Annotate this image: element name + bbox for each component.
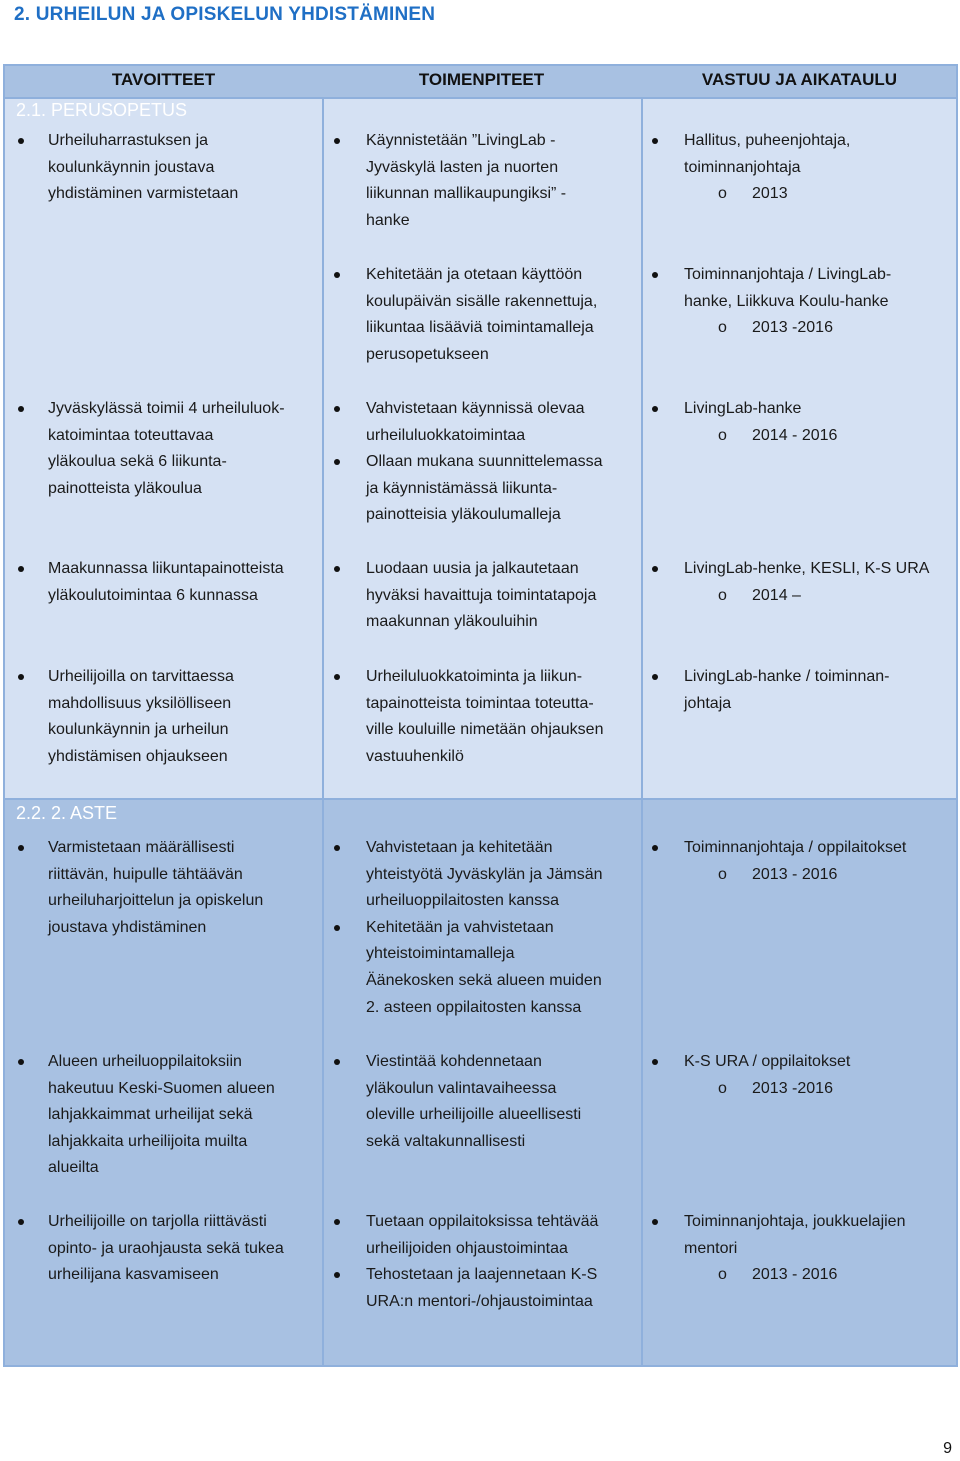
responsibility-text [684, 1209, 905, 1262]
goal-text-line: Maakunnassa liikuntapainotteista [48, 560, 284, 577]
goal-text-line: Urheilijoilla on tarvittaessa [48, 668, 234, 685]
action-text-line: Tuetaan oppilaitoksissa tehtävää [366, 1213, 599, 1230]
action-text-line: tapainotteista toimintaa toteutta- [366, 694, 594, 712]
bullet-icon [334, 406, 340, 412]
action-text-line: Tehostetaan ja laajennetaan K-S [366, 1266, 598, 1284]
responsibility-text-line: johtaja [684, 694, 732, 712]
goal-text-line: alueilta [48, 1159, 99, 1177]
bullet-icon [334, 845, 340, 851]
responsibility-text-line: hanke, Liikkuva Koulu-hanke [684, 292, 889, 310]
bullet-icon [334, 925, 340, 931]
bullet-icon [652, 272, 658, 278]
responsibility-text [684, 396, 801, 423]
action-text-line: Jyväskylä lasten ja nuorten [366, 158, 559, 176]
page-number: 9 [943, 1440, 952, 1457]
action-text-line: oleville urheilijoille alueellisesti [366, 1106, 582, 1124]
goal-text-line: joustava yhdistäminen [48, 918, 207, 936]
bullet-icon [652, 845, 658, 851]
schedule-text: 2014 - 2016 [752, 426, 838, 444]
action-text-line: Äänekosken sekä alueen muiden [366, 971, 602, 989]
action-text-line: sekä valtakunnallisesti [366, 1132, 526, 1150]
section-title: 2.2. 2. ASTE [16, 803, 118, 823]
goal-text [48, 664, 234, 770]
goal-text [48, 396, 285, 502]
bullet-icon [18, 1219, 24, 1225]
action-text-line: perusopetukseen [366, 345, 489, 363]
action-text-line: Urheiluluokkatoiminta ja liikun- [366, 668, 583, 685]
bullet-icon [334, 138, 340, 144]
goal-text-line: mahdollisuus yksilölliseen [48, 694, 232, 712]
goal-text-line: yhdistämisen ohjaukseen [48, 747, 228, 765]
responsibility-text [684, 835, 906, 862]
bullet-icon [652, 674, 658, 680]
sub-bullet-icon: o [718, 319, 727, 337]
action-text [366, 664, 603, 770]
schedule-text: 2013 - 2016 [752, 865, 838, 883]
table-header [5, 66, 956, 99]
action-text-line: hanke [366, 211, 410, 229]
goal-text-line: Urheilijoille on tarjolla riittävästi [48, 1213, 267, 1230]
goal-text-line: opinto- ja uraohjausta sekä tukea [48, 1239, 284, 1257]
header-actions: TOIMENPITEET [418, 70, 545, 89]
bullet-icon [18, 566, 24, 572]
schedule-text: 2014 – [752, 586, 801, 604]
bullet-icon [652, 406, 658, 412]
action-text-line: 2. asteen oppilaitosten kanssa [366, 998, 582, 1016]
sub-bullet-icon: o [718, 586, 727, 604]
goal-text-line: hakeutuu Keski-Suomen alueen [48, 1079, 275, 1097]
responsibility-text-line: LivingLab-hanke / toiminnan- [684, 668, 890, 685]
action-text-line: Vahvistetaan ja kehitetään [366, 839, 553, 856]
bullet-icon [334, 272, 340, 278]
goal-text-line: yläkoulutoimintaa 6 kunnassa [48, 586, 258, 604]
sub-bullet-icon: o [718, 865, 727, 883]
responsibility-text [684, 1049, 850, 1076]
responsibility-text-line: LivingLab-hanke [684, 400, 802, 417]
responsibility-text [684, 128, 850, 181]
sub-bullet-icon: o [718, 1266, 727, 1284]
action-text-line: Kehitetään ja vahvistetaan [366, 918, 554, 936]
goal-text-line: koulunkäynnin ja urheilun [48, 721, 229, 739]
action-text-line: liikuntaa lisääviä toimintamalleja [366, 319, 594, 337]
action-text [366, 128, 566, 234]
responsibility-text-line: Toiminnanjohtaja, joukkuelajien [684, 1213, 906, 1230]
action-text-line: Luodaan uusia ja jalkautetaan [366, 560, 579, 577]
responsibility-text-line: K-S URA / oppilaitokset [684, 1053, 851, 1070]
bullet-icon [652, 138, 658, 144]
bullet-icon [334, 1059, 340, 1065]
action-text [366, 449, 603, 529]
sub-bullet-icon: o [718, 1079, 727, 1097]
action-text-line: koulupäivän sisälle rakennettuja, [366, 292, 598, 310]
bullet-icon [334, 566, 340, 572]
responsibility-text-line: toiminnanjohtaja [684, 158, 801, 176]
bullet-icon [18, 138, 24, 144]
goal-text-line: lahjakkaimmat urheilijat sekä [48, 1106, 253, 1124]
sub-bullet-icon: o [718, 185, 727, 203]
action-text [366, 396, 585, 449]
action-text-line: painotteisia yläkoulumalleja [366, 506, 561, 524]
bullet-icon [18, 406, 24, 412]
sub-bullet-icon: o [718, 426, 727, 444]
goal-text-line: urheilijana kasvamiseen [48, 1266, 219, 1284]
action-text-line: urheiluoppilaitosten kanssa [366, 892, 560, 910]
action-text-line: Ollaan mukana suunnittelemassa [366, 453, 603, 471]
responsibility-text-line: Hallitus, puheenjohtaja, [684, 132, 851, 149]
responsibility-text-line: LivingLab-henke, KESLI, K-S URA [684, 560, 930, 577]
responsibility-text-line: Toiminnanjohtaja / oppilaitokset [684, 839, 907, 856]
responsibility-text [684, 262, 891, 315]
bullet-icon [652, 1059, 658, 1065]
bullet-icon [652, 566, 658, 572]
goal-text-line: yläkoulua sekä 6 liikunta- [48, 453, 227, 471]
action-text [366, 556, 596, 636]
goal-text-line: urheiluharjoittelun ja opiskelun [48, 892, 264, 910]
goal-text-line: koulunkäynnin joustava [48, 158, 215, 176]
goal-text-line: katoimintaa toteuttavaa [48, 426, 214, 444]
goal-text [48, 835, 263, 941]
goal-text-line: lahjakkaita urheilijoita muilta [48, 1132, 248, 1150]
goal-text-line: painotteista yläkoulua [48, 479, 202, 497]
action-text [366, 835, 603, 915]
bullet-icon [334, 1219, 340, 1225]
schedule-text: 2013 -2016 [752, 319, 833, 337]
bullet-icon [18, 1059, 24, 1065]
action-text [366, 262, 597, 368]
responsibility-text-line: mentori [684, 1239, 738, 1257]
action-text-line: URA:n mentori-/ohjaustoimintaa [366, 1292, 593, 1310]
action-text-line: ville kouluille nimetään ohjauksen [366, 721, 604, 739]
action-text-line: yhteistoimintamalleja [366, 945, 515, 963]
page-heading: 2. URHEILUN JA OPISKELUN YHDISTÄMINEN [14, 4, 436, 25]
goal-text-line: yhdistäminen varmistetaan [48, 185, 239, 203]
goal-text [48, 1209, 284, 1289]
goal-text [48, 1049, 275, 1182]
schedule-text: 2013 [752, 185, 788, 203]
action-text-line: Vahvistetaan käynnissä olevaa [366, 400, 585, 417]
goal-text [48, 128, 238, 208]
bullet-icon [18, 674, 24, 680]
action-text-line: vastuuhenkilö [366, 747, 464, 765]
header-goals: TAVOITTEET [111, 70, 216, 89]
header-responsibility: VASTUU JA AIKATAULU [701, 70, 898, 89]
action-text-line: Käynnistetään ”LivingLab - [366, 132, 556, 149]
action-text-line: Viestintää kohdennetaan [366, 1053, 542, 1070]
action-text-line: liikunnan mallikaupungiksi” - [366, 185, 567, 203]
goal-text-line: Alueen urheiluoppilaitoksiin [48, 1053, 242, 1070]
bullet-icon [334, 674, 340, 680]
responsibility-text-line: Toiminnanjohtaja / LivingLab- [684, 266, 892, 283]
goal-text-line: Urheiluharrastuksen ja [48, 132, 209, 149]
action-text [366, 1209, 598, 1262]
action-text [366, 915, 602, 1021]
goal-text-line: riittävän, huipulle tähtäävän [48, 865, 243, 883]
responsibility-text [684, 556, 929, 583]
bullet-icon [18, 845, 24, 851]
action-text-line: hyväksi havaittuja toimintatapoja [366, 586, 597, 604]
schedule-text: 2013 -2016 [752, 1079, 833, 1097]
responsibility-text [684, 664, 889, 717]
action-text-line: maakunnan yläkouluihin [366, 613, 538, 631]
goal-text-line: Jyväskylässä toimii 4 urheiluluok- [48, 400, 285, 417]
action-text-line: urheiluluokkatoimintaa [366, 426, 526, 444]
goal-text [48, 556, 284, 609]
bullet-icon [652, 1219, 658, 1225]
action-text-line: yhteistyötä Jyväskylän ja Jämsän [366, 865, 603, 883]
goal-text-line: Varmistetaan määrällisesti [48, 839, 235, 856]
action-text [366, 1262, 597, 1315]
action-text-line: Kehitetään ja otetaan käyttöön [366, 266, 583, 283]
action-text [366, 1049, 581, 1155]
section-title: 2.1. PERUSOPETUS [16, 100, 188, 120]
action-text-line: urheilijoiden ohjaustoimintaa [366, 1239, 568, 1257]
action-text-line: ja käynnistämässä liikunta- [366, 479, 558, 497]
action-text-line: yläkoulun valintavaiheessa [366, 1079, 557, 1097]
schedule-text: 2013 - 2016 [752, 1266, 838, 1284]
